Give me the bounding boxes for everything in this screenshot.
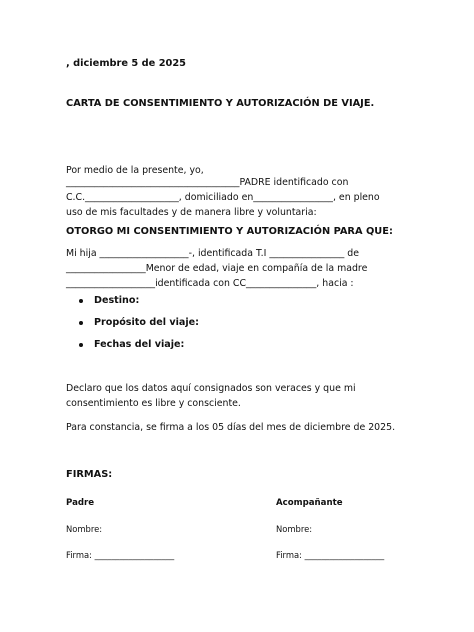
intro-line-3: C.C.____________________, domiciliado en_________________, en pleno xyxy=(66,192,380,203)
acompanante-sign-label: Firma: ___________________ xyxy=(276,550,385,560)
destino-label: Destino: xyxy=(94,295,140,306)
signature-block-padre xyxy=(66,497,174,575)
signature-block-acompanante xyxy=(276,497,384,575)
list-item xyxy=(66,338,199,360)
intro-line-2: _____________________________________PADRE identificado con xyxy=(66,177,349,188)
padre-title: Padre xyxy=(66,498,95,508)
list-item xyxy=(66,294,199,316)
list-item xyxy=(66,316,199,338)
bullet-icon xyxy=(79,343,83,347)
grant-line-3: ___________________identificada con CC_______________, hacia : xyxy=(66,278,354,289)
padre-sign-label: Firma: ___________________ xyxy=(66,550,175,560)
fechas-label: Fechas del viaje: xyxy=(94,339,185,350)
bullet-icon xyxy=(79,321,83,325)
acompanante-name-label: Nombre: xyxy=(276,524,313,534)
date-line: , diciembre 5 de 2025 xyxy=(66,58,186,69)
acompanante-title: Acompañante xyxy=(276,498,343,508)
intro-line-1: Por medio de la presente, yo, xyxy=(66,165,204,176)
grant-line-1: Mi hija ___________________-, identificada T.I ________________ de xyxy=(66,248,360,259)
document-title: CARTA DE CONSENTIMIENTO Y AUTORIZACIÓN DE VIAJE. xyxy=(66,98,375,109)
intro-line-4: uso de mis facultades y de manera libre y voluntaria: xyxy=(66,207,317,218)
signatures-heading: FIRMAS: xyxy=(66,469,113,480)
trip-details-list xyxy=(66,294,199,360)
grant-line-2: _________________Menor de edad, viaje en compañía de la madre xyxy=(66,263,368,274)
grant-heading: OTORGO MI CONSENTIMIENTO Y AUTORIZACIÓN PARA QUE: xyxy=(66,226,393,237)
declaration-line-2: consentimiento es libre y consciente. xyxy=(66,398,241,409)
proposito-label: Propósito del viaje: xyxy=(94,317,199,328)
constancia-line: Para constancia, se firma a los 05 días del mes de diciembre de 2025. xyxy=(66,422,396,433)
declaration-line-1: Declaro que los datos aquí consignados son veraces y que mi xyxy=(66,383,356,394)
bullet-icon xyxy=(79,299,83,303)
padre-name-label: Nombre: xyxy=(66,524,103,534)
